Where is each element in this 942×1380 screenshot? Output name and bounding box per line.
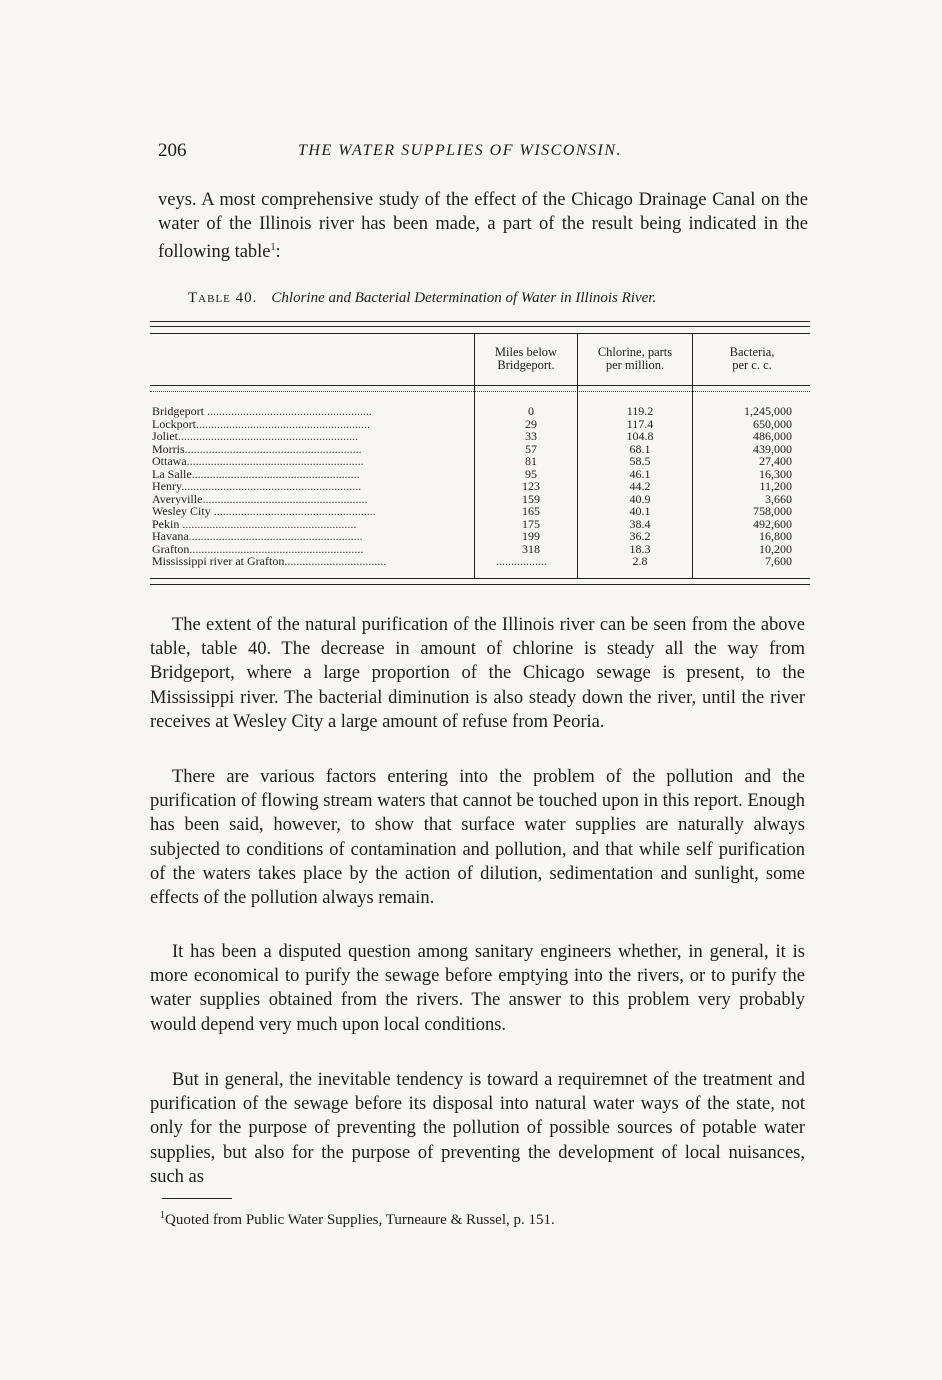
- table-row: Morris...........................................................: [152, 442, 362, 455]
- table-row: Pekin ..........................................................: [152, 517, 357, 530]
- miles-column: 0 29 33 57 81 95 123 159 165 175 199 318 .................: [496, 404, 547, 568]
- table-row: Ottawa...........................................................: [152, 455, 364, 468]
- header-bacteria: Bacteria, per c. c.: [729, 345, 775, 372]
- body-paragraph: There are various factors entering into the problem of the pollution and the purification of flowing stream waters that cannot be touched upon in this report. Enough has been said, however, to show that surface water supplies are naturally always subjected to conditions of contamination and pollution, and that while self purification of the waters takes place by the action of dilution, sedimentation and sunlight, some effects of the pollution always remain.: [150, 767, 805, 909]
- table-bottom-rule: [150, 578, 810, 579]
- body-paragraph: But in general, the inevitable tendency is toward a requiremnet of the treatment and purification of the sewage before its disposal into natural water ways of the state, not only for the purpose of preventing the pollution of possible sources of potable water supplies, but also for the purpose of preventing the development of local nuisances, such as: [150, 1070, 805, 1187]
- table-top-rule: [150, 321, 810, 322]
- table-row: Joliet............................................................: [152, 430, 358, 443]
- column-divider: [692, 334, 693, 579]
- column-divider: [577, 334, 578, 579]
- table-row: Averyville.......................................................: [152, 492, 368, 505]
- table-row: Havana..........................................................: [152, 530, 363, 543]
- column-divider: [474, 334, 475, 579]
- table-caption: [188, 290, 808, 307]
- footnote-reference: 1: [270, 242, 276, 254]
- footnote-mark: 1: [160, 1210, 165, 1221]
- table-row: Lockport..........................................................: [152, 417, 370, 430]
- header-miles: Miles below Bridgeport.: [494, 345, 558, 372]
- intro-paragraph: [158, 188, 808, 265]
- table-row: Henry............................................................: [152, 480, 362, 493]
- bacteria-column: 1,245,000 650,000 486,000 439,000 27,400 16,300 11,200 3,660 758,000 492,600 16,800 10,200 7,600: [744, 404, 792, 568]
- header-chlorine: Chlorine, parts per million.: [597, 345, 673, 372]
- table-bottom-rule-double: [150, 584, 810, 585]
- running-title: THE WATER SUPPLIES OF WISCONSIN.: [298, 142, 623, 159]
- table-top-rule-double: [150, 326, 810, 327]
- page-header: [158, 140, 808, 170]
- footnote-rule: [162, 1198, 232, 1199]
- page-number: 206: [158, 140, 187, 161]
- table-row: Grafton..........................................................: [152, 542, 364, 555]
- table-row: Wesley City ......................................................: [152, 505, 376, 518]
- place-column: [152, 405, 474, 568]
- intro-text: veys. A most comprehensive study of the effect of the Chicago Drainage Canal on the water of the Illinois river has been made, a part of the result being indicated in the following table: [158, 190, 808, 263]
- body-paragraph: It has been a disputed question among sanitary engineers whether, in general, it is more economical to purify the sewage before emptying into the rivers, or to purify the water supplies obtained from the rivers. The answer to this problem very probably would depend very much upon local conditions.: [150, 942, 805, 1035]
- header-bottom-rule: [150, 385, 810, 386]
- header-sub-rule: [150, 391, 810, 392]
- table-row: Bridgeport .......................................................: [152, 405, 372, 418]
- header-top-rule: [150, 333, 810, 334]
- table-row: Mississippi river at Grafton..................................: [152, 555, 387, 568]
- table-title: Chlorine and Bacterial Determination of Water in Illinois River.: [271, 290, 657, 306]
- table-row: La Salle........................................................: [152, 467, 360, 480]
- body-paragraph: The extent of the natural purification of the Illinois river can be seen from the above table, table 40. The decrease in amount of chlorine is steady all the way from Bridgeport, where a large proportion of the Chicago sewage is present, to the Mississippi river. The bacterial diminution is also steady down the river, until the river receives at Wesley City a large amount of refuse from Peoria.: [150, 615, 805, 732]
- chlorine-column: 119.2 117.4 104.8 68.1 58.5 46.1 44.2 40.9 40.1 38.4 36.2 18.3 2.8: [626, 404, 654, 568]
- footnote: [160, 1210, 555, 1229]
- footnote-text: Quoted from Public Water Supplies, Turneaure & Russel, p. 151.: [165, 1212, 555, 1228]
- intro-end: :: [275, 242, 281, 263]
- table-label: Table 40.: [188, 290, 258, 306]
